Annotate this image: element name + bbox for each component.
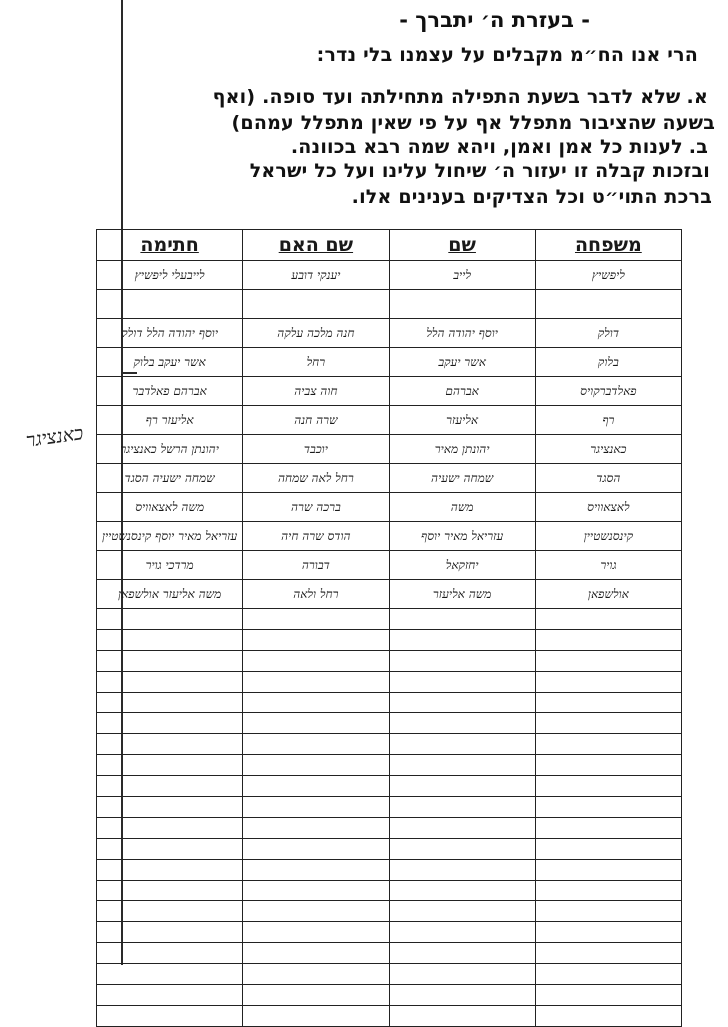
mother-name-cell	[243, 817, 389, 838]
mother-name-cell	[243, 650, 389, 671]
signature-cell	[97, 629, 243, 650]
family-cell	[535, 922, 681, 943]
family-cell: לאצאוויס	[535, 493, 681, 522]
item-b-text: לענות כל אמן ואמן, ויהא שמה רבא בכוונה.	[290, 136, 683, 158]
table-row	[97, 290, 682, 319]
table-row	[97, 734, 682, 755]
table-row	[97, 435, 682, 464]
table-row	[97, 755, 682, 776]
family-cell	[535, 859, 681, 880]
signature-cell	[97, 901, 243, 922]
mother-name-cell	[243, 880, 389, 901]
table-row	[97, 377, 682, 406]
mother-name-cell: שרה חנה	[243, 406, 389, 435]
family-cell	[535, 713, 681, 734]
table-header-row	[97, 230, 682, 261]
signature-cell: שמחה ישעיה הסגד	[97, 464, 243, 493]
family-cell	[535, 734, 681, 755]
mother-name-cell: חנה מלכה עלקה	[243, 319, 389, 348]
family-cell	[535, 755, 681, 776]
table-row	[97, 650, 682, 671]
family-cell	[535, 880, 681, 901]
name-cell: משה אליעזר	[389, 580, 535, 609]
table-row	[97, 817, 682, 838]
mother-name-cell	[243, 1005, 389, 1026]
name-cell: שמחה ישעיה	[389, 464, 535, 493]
table-row	[97, 406, 682, 435]
signature-cell: משה אליעזר אולשפאן	[97, 580, 243, 609]
mother-name-cell	[243, 922, 389, 943]
mother-name-cell	[243, 629, 389, 650]
closing-text-2: ברכת התוי״ט וכל הצדיקים בענינים אלו.	[351, 186, 712, 208]
signature-cell: משה לאצאוויס	[97, 493, 243, 522]
table-row	[97, 609, 682, 630]
table-row	[97, 922, 682, 943]
family-cell	[535, 1005, 681, 1026]
table-row	[97, 1005, 682, 1026]
name-cell	[389, 290, 535, 319]
table-row	[97, 551, 682, 580]
name-cell	[389, 609, 535, 630]
table-row	[97, 859, 682, 880]
family-cell	[535, 964, 681, 985]
mother-name-cell	[243, 671, 389, 692]
item-a-text: שלא לדבר בשעת התפילה מתחילתה ועד סופה. (ואף	[212, 86, 681, 108]
mother-name-cell	[243, 943, 389, 964]
column-header-mother-name: שם האם	[243, 230, 389, 261]
name-cell	[389, 901, 535, 922]
name-cell	[389, 964, 535, 985]
signature-cell	[97, 880, 243, 901]
table-row	[97, 629, 682, 650]
signature-table	[96, 229, 682, 1027]
table-row	[97, 692, 682, 713]
page-title: - בעזרת ה׳ יתברך -	[399, 8, 590, 32]
family-cell: דולק	[535, 319, 681, 348]
signature-cell: אברהם פאלדבר	[97, 377, 243, 406]
column-header-name: שם	[389, 230, 535, 261]
mother-name-cell	[243, 797, 389, 818]
name-cell	[389, 1005, 535, 1026]
name-cell	[389, 734, 535, 755]
table-row	[97, 880, 682, 901]
name-cell: אליעזר	[389, 406, 535, 435]
name-cell: משה	[389, 493, 535, 522]
signature-cell	[97, 609, 243, 630]
signature-cell: יהונתן הרשל כאנציגר	[97, 435, 243, 464]
item-b-label: ב.	[688, 136, 708, 158]
signature-cell	[97, 1005, 243, 1026]
signature-cell	[97, 964, 243, 985]
table-row	[97, 797, 682, 818]
name-cell	[389, 713, 535, 734]
family-cell: בלוק	[535, 348, 681, 377]
table-row	[97, 319, 682, 348]
name-cell	[389, 880, 535, 901]
table-row	[97, 493, 682, 522]
mother-name-cell	[243, 901, 389, 922]
family-cell	[535, 290, 681, 319]
mother-name-cell: יענקי דובע	[243, 261, 389, 290]
name-cell	[389, 629, 535, 650]
family-cell: גויר	[535, 551, 681, 580]
mother-name-cell	[243, 985, 389, 1006]
mother-name-cell	[243, 713, 389, 734]
family-cell	[535, 943, 681, 964]
table-row	[97, 580, 682, 609]
mother-name-cell	[243, 859, 389, 880]
signature-cell	[97, 290, 243, 319]
signature-cell	[97, 922, 243, 943]
signature-cell	[97, 692, 243, 713]
name-cell	[389, 650, 535, 671]
mother-name-cell: רחל לאה שמחה	[243, 464, 389, 493]
family-cell	[535, 817, 681, 838]
name-cell	[389, 859, 535, 880]
signature-cell	[97, 776, 243, 797]
mother-name-cell: רחל ולאה	[243, 580, 389, 609]
family-cell	[535, 797, 681, 818]
name-cell: לייב	[389, 261, 535, 290]
signature-cell: לייבעלי ליפשיץ	[97, 261, 243, 290]
signature-cell	[97, 838, 243, 859]
table-row	[97, 943, 682, 964]
name-cell	[389, 776, 535, 797]
mother-name-cell: ברכה שרה	[243, 493, 389, 522]
intro-text: הרי אנו הח״מ מקבלים על עצמנו בלי נדר:	[316, 44, 698, 66]
name-cell	[389, 943, 535, 964]
name-cell	[389, 922, 535, 943]
item-a-label: א.	[686, 86, 708, 108]
name-cell: אברהם	[389, 377, 535, 406]
signature-cell: אליעזר רף	[97, 406, 243, 435]
family-cell: קינסנשטיין	[535, 522, 681, 551]
family-cell	[535, 650, 681, 671]
name-cell	[389, 985, 535, 1006]
signature-cell: אשר יעקב בלוק	[97, 348, 243, 377]
family-cell	[535, 692, 681, 713]
name-cell: יוסף יהודה הלל	[389, 319, 535, 348]
mother-name-cell: רחל	[243, 348, 389, 377]
mother-name-cell: דבורה	[243, 551, 389, 580]
table-row	[97, 464, 682, 493]
signature-cell	[97, 713, 243, 734]
family-cell: כאנציגר	[535, 435, 681, 464]
mother-name-cell	[243, 609, 389, 630]
item-a	[213, 86, 708, 108]
table-row	[97, 261, 682, 290]
name-cell: עזריאל מאיר יוסף	[389, 522, 535, 551]
signature-cell	[97, 734, 243, 755]
mother-name-cell: הודס שרה חיה	[243, 522, 389, 551]
signature-cell: עזריאל מאיר יוסף קינסנשטיין	[97, 522, 243, 551]
family-cell	[535, 629, 681, 650]
margin-signature: כאנציגר	[24, 422, 85, 452]
name-cell: יחזקאל	[389, 551, 535, 580]
signature-cell	[97, 985, 243, 1006]
table-row	[97, 713, 682, 734]
mother-name-cell	[243, 290, 389, 319]
table-row	[97, 671, 682, 692]
family-cell	[535, 609, 681, 630]
family-cell: הסגד	[535, 464, 681, 493]
name-cell	[389, 797, 535, 818]
signature-cell	[97, 943, 243, 964]
name-cell	[389, 755, 535, 776]
table-row	[97, 522, 682, 551]
mother-name-cell	[243, 734, 389, 755]
table-row	[97, 964, 682, 985]
family-cell: אולשפאן	[535, 580, 681, 609]
family-cell: רף	[535, 406, 681, 435]
item-b	[291, 136, 708, 158]
mother-name-cell	[243, 838, 389, 859]
name-cell	[389, 692, 535, 713]
table-row	[97, 348, 682, 377]
name-cell: יהונתן מאיר	[389, 435, 535, 464]
family-cell: פאלדברקויס	[535, 377, 681, 406]
mother-name-cell: יוכבד	[243, 435, 389, 464]
name-cell	[389, 838, 535, 859]
signature-cell	[97, 859, 243, 880]
closing-text-1: ובזכות קבלה זו יעזור ה׳ שיחול עלינו ועל כל ישראל	[249, 160, 710, 182]
table-row	[97, 985, 682, 1006]
name-cell: אשר יעקב	[389, 348, 535, 377]
signature-cell	[97, 797, 243, 818]
column-header-family: משפחה	[535, 230, 681, 261]
mother-name-cell	[243, 692, 389, 713]
family-cell	[535, 901, 681, 922]
column-header-signature: חתימה	[97, 230, 243, 261]
table-row	[97, 901, 682, 922]
mother-name-cell	[243, 755, 389, 776]
signature-cell	[97, 755, 243, 776]
signature-cell	[97, 671, 243, 692]
mother-name-cell	[243, 964, 389, 985]
family-cell	[535, 776, 681, 797]
signature-cell	[97, 817, 243, 838]
signature-cell	[97, 650, 243, 671]
family-cell	[535, 671, 681, 692]
table-row	[97, 776, 682, 797]
mother-name-cell	[243, 776, 389, 797]
family-cell: ליפשיץ	[535, 261, 681, 290]
table-row	[97, 838, 682, 859]
signature-cell: יוסף יהודה הלל דולק	[97, 319, 243, 348]
signature-cell: מרדכי גויר	[97, 551, 243, 580]
name-cell	[389, 817, 535, 838]
name-cell	[389, 671, 535, 692]
mother-name-cell: חוה צביה	[243, 377, 389, 406]
family-cell	[535, 985, 681, 1006]
family-cell	[535, 838, 681, 859]
item-a-continued: בשעה שהציבור מתפלל אף על פי שאין מתפלל עמהם)	[231, 112, 715, 134]
